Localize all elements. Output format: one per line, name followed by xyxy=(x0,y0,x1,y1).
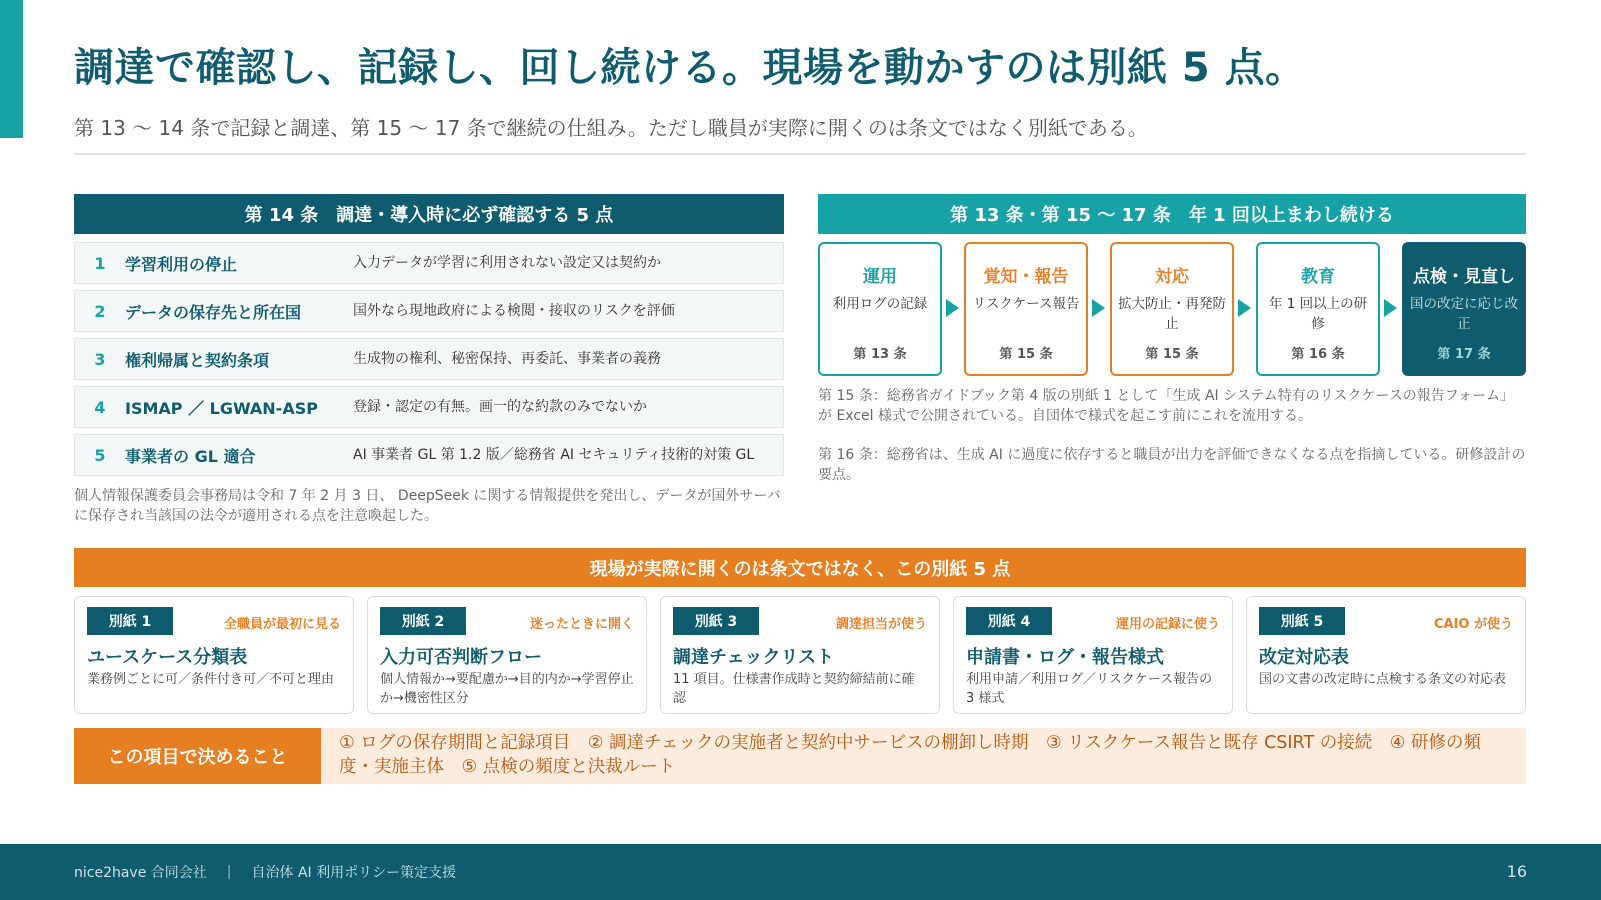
attachment-desc: 業務例ごとに可／条件付き可／不可と理由 xyxy=(87,672,335,687)
cycle-step-desc: 国の改定に応じ改正 xyxy=(1410,296,1518,332)
attachment-tag: 別紙 1 xyxy=(87,607,173,635)
cycle-step-title: 運用 xyxy=(863,267,897,287)
checklist-item-title: データの保存先と所在国 xyxy=(125,302,302,322)
attachment-desc: 国の文書の改定時に点検する条文の対応表 xyxy=(1259,672,1507,687)
attachment-audience: 迷ったときに開く xyxy=(529,617,634,632)
attachment-cards xyxy=(74,596,1526,714)
attachment-audience: 運用の記録に使う xyxy=(1115,617,1220,632)
checklist-item-title: 事業者の GL 適合 xyxy=(125,446,256,466)
attachment-audience: 全職員が最初に見る xyxy=(223,617,341,632)
checklist-item-desc: AI 事業者 GL 第 1.2 版／総務省 AI セキュリティ技術的対策 GL xyxy=(353,446,755,463)
footer-company: nice2have 合同会社 xyxy=(74,865,207,881)
checklist-item-title: ISMAP ／ LGWAN-ASP xyxy=(125,398,318,418)
checklist-item-number: 3 xyxy=(94,349,106,369)
cycle-step-review xyxy=(1402,242,1526,376)
cycle-step-desc: 利用ログの記録 xyxy=(832,296,928,312)
attachments-heading: 現場が実際に開くのは条文ではなく、この別紙 5 点 xyxy=(74,548,1526,587)
cycle-step-education xyxy=(1256,242,1380,376)
decision-items-text: ① ログの保存期間と記録項目 ② 調達チェックの実施者と契約中サービスの棚卸し時期 ③ リスクケース報告と既存 CSIRT の接続 ④ 研修の頻度・実施主体 ⑤ 点検の頻度と決裁ルート xyxy=(321,728,1526,784)
cycle-step-desc: 拡大防止・再発防止 xyxy=(1118,296,1226,332)
attachment-desc: 個人情報か→要配慮か→目的内か→学習停止か→機密性区分 xyxy=(380,672,634,706)
arrow-right-icon xyxy=(1238,299,1251,317)
attachment-title: 改定対応表 xyxy=(1259,647,1349,668)
attachment-title: 調達チェックリスト xyxy=(673,647,835,668)
page-subtitle: 第 13 〜 14 条で記録と調達、第 15 〜 17 条で継続の仕組み。ただし職員が実際に開くのは条文ではなく別紙である。 xyxy=(74,116,1148,140)
cycle-step-response xyxy=(1110,242,1234,376)
attachment-tag: 別紙 5 xyxy=(1259,607,1345,635)
attachment-title: 申請書・ログ・報告様式 xyxy=(966,647,1164,668)
decision-items-label: この項目で決めること xyxy=(74,728,321,784)
checklist-item xyxy=(74,290,784,332)
cycle-step-desc: 年 1 回以上の研修 xyxy=(1268,296,1368,332)
checklist-item-number: 2 xyxy=(94,301,106,321)
procurement-checklist xyxy=(74,242,784,482)
cycle-step-report xyxy=(964,242,1088,376)
checklist-item xyxy=(74,434,784,476)
attachment-title: ユースケース分類表 xyxy=(87,647,248,668)
footer xyxy=(0,844,1601,900)
attachment-tag: 別紙 3 xyxy=(673,607,759,635)
cycle-step-operation xyxy=(818,242,942,376)
arrow-right-icon xyxy=(946,299,959,317)
attachment-audience: 調達担当が使う xyxy=(835,617,927,632)
cycle-step-desc: リスクケース報告 xyxy=(972,296,1080,312)
cycle-step-title: 覚知・報告 xyxy=(983,267,1069,287)
checklist-item-desc: 生成物の権利、秘密保持、再委託、事業者の義務 xyxy=(353,350,661,367)
operation-cycle-heading: 第 13 条・第 15 〜 17 条 年 1 回以上まわし続ける xyxy=(818,194,1526,234)
cycle-step-title: 対応 xyxy=(1155,267,1189,287)
cycle-step-title: 点検・見直し xyxy=(1413,267,1515,287)
checklist-item-number: 5 xyxy=(94,445,106,465)
operation-cycle-steps xyxy=(818,242,1526,376)
attachment-card xyxy=(74,596,354,714)
attachment-tag: 別紙 2 xyxy=(380,607,466,635)
cycle-step-article: 第 13 条 xyxy=(853,347,907,362)
procurement-checklist-heading: 第 14 条 調達・導入時に必ず確認する 5 点 xyxy=(74,194,784,234)
cycle-step-article: 第 16 条 xyxy=(1291,347,1345,362)
cycle-step-article: 第 17 条 xyxy=(1437,347,1491,362)
checklist-item-number: 4 xyxy=(94,397,106,417)
checklist-item-number: 1 xyxy=(94,253,106,273)
arrow-right-icon xyxy=(1092,299,1105,317)
privacy-notice-note: 個人情報保護委員会事務局は令和 7 年 2 月 3 日、 DeepSeek に関する情報提供を発出し、データが国外サーバに保存され当該国の法令が適用される点を注意喚起した。 xyxy=(74,488,781,525)
attachment-title: 入力可否判断フロー xyxy=(380,647,542,668)
checklist-item-desc: 登録・認定の有無。画一的な約款のみでないか xyxy=(353,398,647,415)
cycle-step-article: 第 15 条 xyxy=(999,347,1053,362)
cycle-step-title: 教育 xyxy=(1301,267,1335,287)
arrow-right-icon xyxy=(1384,299,1397,317)
checklist-item xyxy=(74,386,784,428)
attachment-card xyxy=(367,596,647,714)
divider xyxy=(74,153,1526,155)
attachment-tag: 別紙 4 xyxy=(966,607,1052,635)
attachment-card xyxy=(660,596,940,714)
attachment-desc: 11 項目。仕様書作成時と契約締結前に確認 xyxy=(673,672,915,706)
article-16-note: 第 16 条：総務省は、生成 AI に過度に依存すると職員が出力を評価できなくなる点を指摘している。研修設計の要点。 xyxy=(818,447,1526,484)
checklist-item-title: 権利帰属と契約条項 xyxy=(125,350,270,370)
checklist-item xyxy=(74,338,784,380)
attachment-card xyxy=(1246,596,1526,714)
attachment-card xyxy=(953,596,1233,714)
checklist-item-desc: 入力データが学習に利用されない設定又は契約か xyxy=(353,254,661,271)
page-number: 16 xyxy=(1506,862,1527,881)
attachment-audience: CAIO が使う xyxy=(1433,617,1513,632)
accent-bar xyxy=(0,0,23,138)
cycle-step-article: 第 15 条 xyxy=(1145,347,1199,362)
checklist-item-title: 学習利用の停止 xyxy=(125,254,238,274)
page-title: 調達で確認し、記録し、回し続ける。現場を動かすのは別紙 5 点。 xyxy=(74,45,1306,91)
footer-separator: | xyxy=(226,864,232,880)
checklist-item-desc: 国外なら現地政府による検閲・接収のリスクを評価 xyxy=(353,302,675,319)
footer-project: 自治体 AI 利用ポリシー策定支援 xyxy=(251,865,457,881)
checklist-item xyxy=(74,242,784,284)
article-15-note: 第 15 条：総務省ガイドブック第 4 版の別紙 1 として「生成 AI システム特有のリスクケースの報告フォーム」が Excel 様式で公開されている。自団体で様式を起こす前にこれを流用する。 xyxy=(818,388,1515,425)
attachment-desc: 利用申請／利用ログ／リスクケース報告の 3 様式 xyxy=(966,672,1213,706)
